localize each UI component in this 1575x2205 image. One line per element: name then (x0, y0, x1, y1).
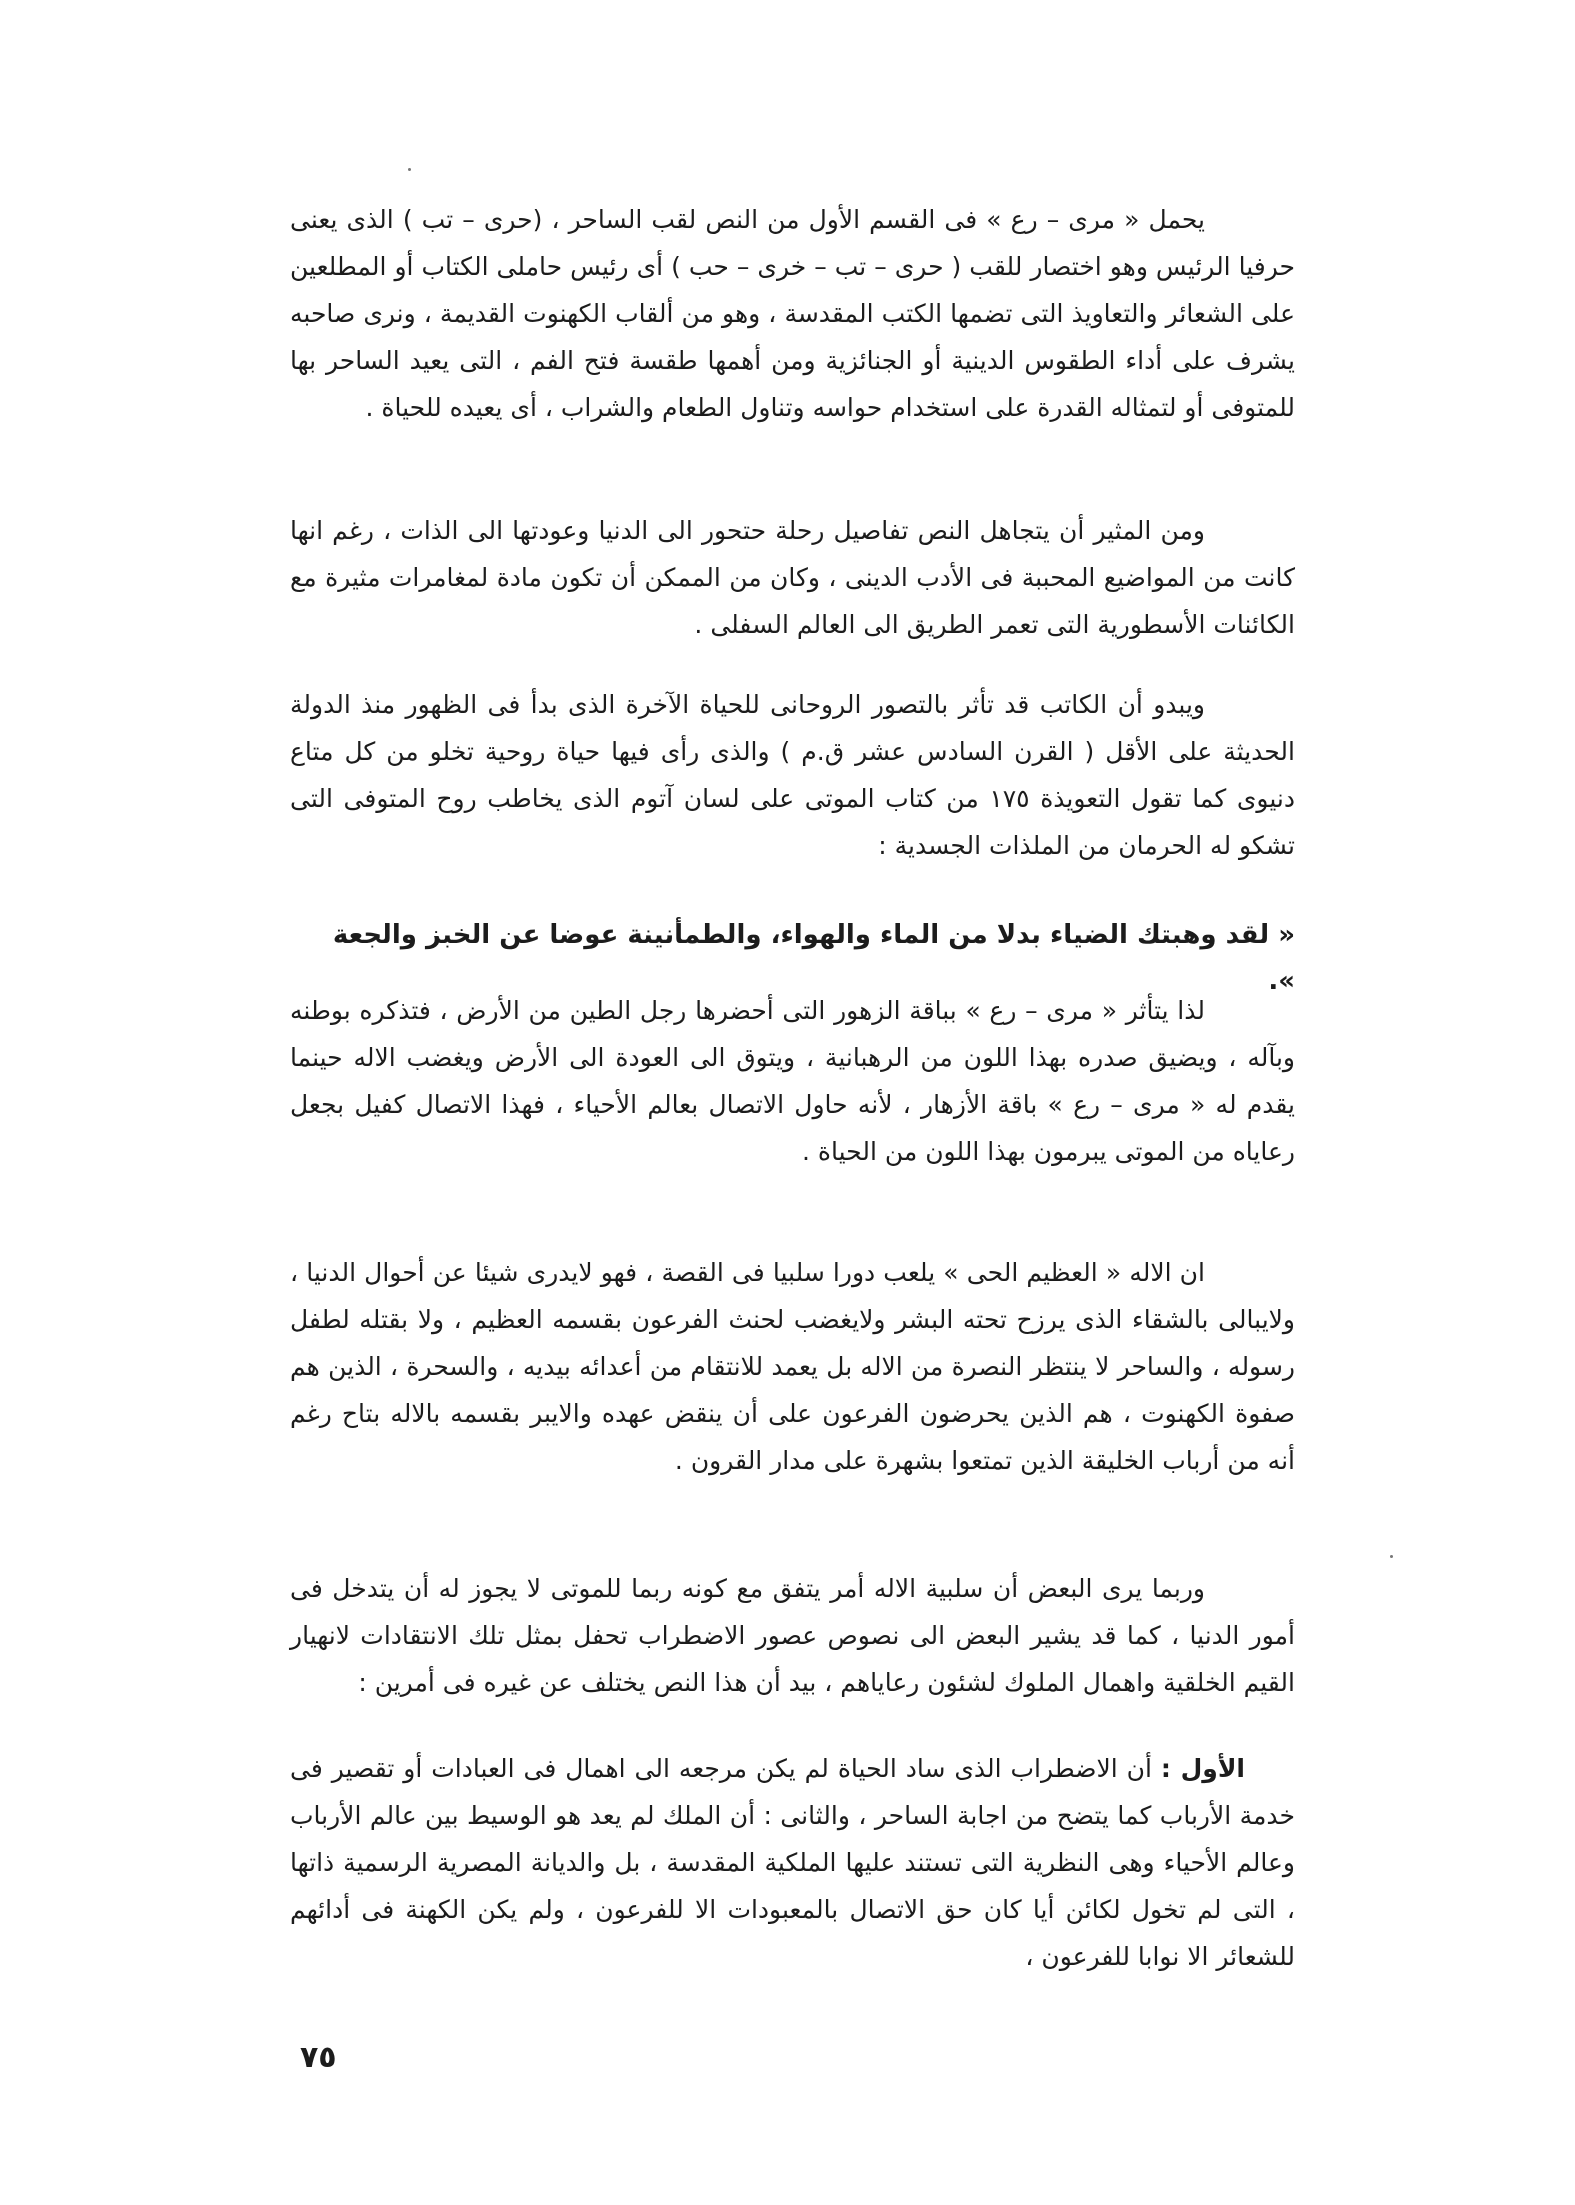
paragraph-6 (290, 1565, 1295, 1706)
paragraph-text: ومن المثير أن يتجاهل النص تفاصيل رحلة حتحور الى الدنيا وعودتها الى الذات ، رغم انها كانت من المواضيع المحببة فى الأدب الدينى ، وكان من الممكن أن تكون مادة لمغامرات مثيرة مع الكائنات الأسطورية التى تعمر الطريق الى العالم السفلى . (290, 516, 1295, 639)
paragraph-text: ان الاله « العظيم الحى » يلعب دورا سلبيا فى القصة ، فهو لايدرى شيئا عن أحوال الدنيا ، ولايبالى بالشقاء الذى يرزح تحته البشر ولايغضب لحنث الفرعون بقسمه العظيم ، ولا بقتله لطفل رسوله ، والساحر لا ينتظر النصرة من الاله بل يعمد للانتقام من أعدائه بيديه ، والسحرة ، الذين هم صفوة الكهنوت ، هم الذين يحرضون الفرعون على أن ينقض عهده والايبر بقسمه بالاله بتاح رغم أنه من أرباب الخليقة الذين تمتعوا بشهرة على مدار القرون . (290, 1258, 1295, 1475)
paragraph-7 (290, 1745, 1295, 1980)
paragraph-text: يحمل « مرى – رع » فى القسم الأول من النص لقب الساحر ، (حرى – تب ) الذى يعنى حرفيا الرئيس وهو اختصار للقب ( حرى – تب – خرى – حب ) أى رئيس حاملى الكتاب أو المطلعين على الشعائر والتعاويذ التى تضمها الكتب المقدسة ، وهو من ألقاب الكهنوت القديمة ، ونرى صاحبه يشرف على أداء الطقوس الدينية أو الجنائزية ومن أهمها طقسة فتح الفم ، التى يعيد الساحر بها للمتوفى أو لتمثاله القدرة على استخدام حواسه وتناول الطعام والشراب ، أى يعيده للحياة . (290, 205, 1295, 422)
paragraph-text: وربما يرى البعض أن سلبية الاله أمر يتفق مع كونه ربما للموتى لا يجوز له أن يتدخل فى أمور الدنيا ، كما قد يشير البعض الى نصوص عصور الاضطراب تحفل بمثل تلك الانتقادات لانهيار القيم الخلقية واهمال الملوك لشئون رعاياهم ، بيد أن هذا النص يختلف عن غيره فى أمرين : (290, 1574, 1295, 1697)
paragraph-body: أن الاضطراب الذى ساد الحياة لم يكن مرجعه الى اهمال فى العبادات أو تقصير فى خدمة الأرباب كما يتضح من اجابة الساحر ، والثانى : أن الملك لم يعد هو الوسيط بين عالم الأرباب وعالم الأحياء وهى النظرية التى تستند عليها الملكية المقدسة ، بل والديانة المصرية الرسمية ذاتها ، التى لم تخول لكائن أيا كان حق الاتصال بالمعبودات الا للفرعون ، ولم يكن الكهنة فى أدائهم للشعائر الا نوابا للفرعون ، (290, 1754, 1295, 1971)
page-number: ٧٥ (300, 2040, 337, 2075)
paragraph-text (290, 1745, 1295, 1980)
paragraph-1 (290, 196, 1295, 431)
paragraph-3 (290, 681, 1295, 869)
quoted-spell: « لقد وهبتك الضياء بدلا من الماء والهواء، والطمأنينة عوضا عن الخبز والجعة ». (332, 920, 1295, 996)
paragraph-text: ويبدو أن الكاتب قد تأثر بالتصور الروحانى للحياة الآخرة الذى بدأ فى الظهور منذ الدولة الحديثة على الأقل ( القرن السادس عشر ق.م ) والذى رأى فيها حياة روحية تخلو من كل متاع دنيوى كما تقول التعويذة ١٧٥ من كتاب الموتى على لسان آتوم الذى يخاطب روح المتوفى التى تشكو له الحرمان من الملذات الجسدية : (290, 690, 1295, 860)
paragraph-lead: الأول : (1160, 1754, 1246, 1783)
paragraph-4 (290, 987, 1295, 1175)
paragraph-text: لذا يتأثر « مرى – رع » بباقة الزهور التى أحضرها رجل الطين من الأرض ، فتذكره بوطنه وبآله ، ويضيق صدره بهذا اللون من الرهبانية ، ويتوق الى العودة الى الأرض ويغضب الاله حينما يقدم له « مرى – رع » باقة الأزهار ، لأنه حاول الاتصال بعالم الأحياء ، فهذا الاتصال كفيل بجعل رعاياه من الموتى يبرمون بهذا اللون من الحياة . (290, 996, 1295, 1166)
scan-speck (408, 168, 411, 171)
scan-speck (1390, 1555, 1393, 1558)
paragraph-5 (290, 1249, 1295, 1484)
paragraph-2 (290, 507, 1295, 648)
